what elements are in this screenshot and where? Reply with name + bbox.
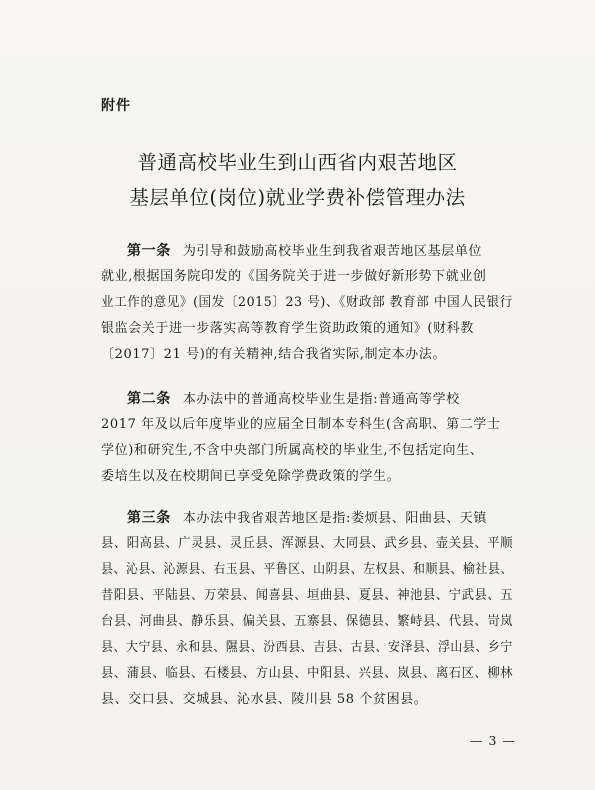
paragraph-line: 〔2017〕21 号)的有关精神,结合我省实际,制定本办法。 bbox=[101, 347, 447, 362]
article-heading: 第三条 bbox=[127, 510, 171, 526]
paragraph-line: 县、蒲县、临县、石楼县、方山县、中阳县、兴县、岚县、离石区、柳林 bbox=[101, 666, 514, 681]
paragraph-line: 2017 年及以后年度毕业的应届全日制本专科生(含高职、第二学士 bbox=[101, 417, 501, 432]
paragraph-first-line bbox=[127, 389, 460, 409]
paragraph-line: 本办法中的普通高校毕业生是指:普通高等学校 bbox=[182, 392, 460, 407]
paragraph-line: 为引导和鼓励高校毕业生到我省艰苦地区基层单位 bbox=[182, 244, 483, 259]
page-number: — 3 — bbox=[470, 733, 516, 748]
paragraph-line: 台县、河曲县、静乐县、偏关县、五寨县、保德县、繁峙县、代县、岢岚 bbox=[101, 614, 514, 629]
paragraph-line: 委培生以及在校期间已享受免除学费政策的学生。 bbox=[101, 469, 401, 484]
paragraph-line: 银监会关于进一步落实高等教育学生资助政策的通知》(财科教 bbox=[101, 321, 474, 336]
paragraph-line: 昔阳县、平陆县、万荣县、闻喜县、垣曲县、夏县、神池县、宁武县、五 bbox=[101, 588, 514, 603]
document-title-line-2: 基层单位(岗位)就业学费补偿管理办法 bbox=[129, 186, 466, 209]
attachment-label: 附件 bbox=[101, 98, 131, 114]
paragraph-first-line bbox=[127, 241, 482, 261]
paragraph-line: 县、阳高县、广灵县、灵丘县、浑源县、大同县、武乡县、壶关县、平顺 bbox=[101, 536, 514, 551]
paragraph-line: 业工作的意见》(国发〔2015〕23 号)、《财政部 教育部 中国人民银行 bbox=[101, 295, 513, 310]
paragraph-line: 县、交口县、交城县、沁水县、陵川县 58 个贫困县。 bbox=[101, 692, 428, 707]
paragraph-line: 本办法中我省艰苦地区是指:娄烦县、阳曲县、天镇 bbox=[182, 511, 487, 526]
paragraph-line: 县、大宁县、永和县、隰县、汾西县、吉县、古县、安泽县、浮山县、乡宁 bbox=[101, 640, 513, 655]
paragraph-line: 就业,根据国务院印发的《国务院关于进一步做好新形势下就业创 bbox=[101, 269, 487, 284]
paragraph-line: 县、沁县、沁源县、右玉县、平鲁区、山阴县、左权县、和顺县、榆社县、 bbox=[101, 562, 513, 577]
paragraph-first-line bbox=[127, 508, 487, 528]
article-heading: 第二条 bbox=[127, 391, 171, 407]
article-heading: 第一条 bbox=[127, 243, 171, 259]
document-title-line-1: 普通高校毕业生到山西省内艰苦地区 bbox=[137, 151, 458, 174]
paragraph-line: 学位)和研究生,不含中央部门所属高校的毕业生,不包括定向生、 bbox=[101, 443, 484, 458]
